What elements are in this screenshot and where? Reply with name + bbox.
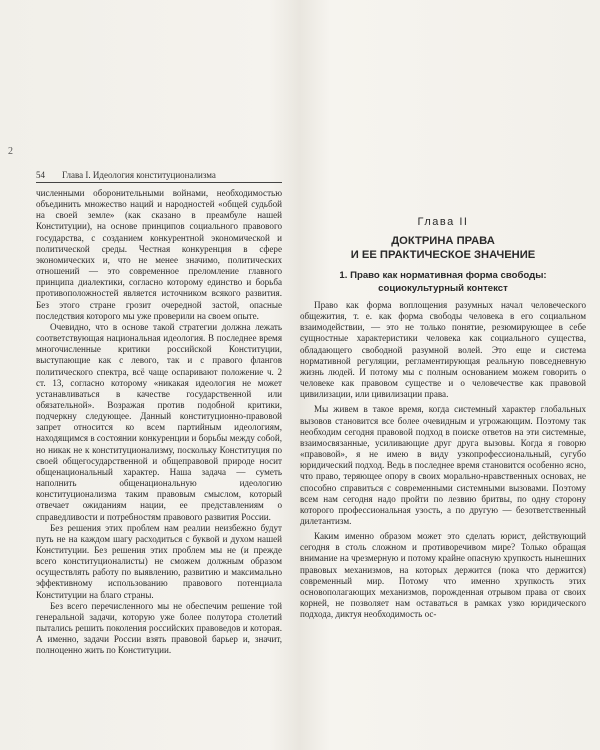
running-header [36,170,282,183]
running-head-title: Глава I. Идеология конституционализма [62,170,216,180]
left-body-text [36,188,282,657]
paragraph: Без всего перечисленного мы не обеспечим решение той генеральной задачи, которую уже более полутора столетий пытались решить поколения российских правоведов и которая. А именно, задачи России взять правовой барьер и, значит, полноценно жить по Конституции. [36,600,282,656]
margin-mark: 2 [8,146,13,157]
paragraph: численными оборонительными войнами, необходимостью объединить множество наций и народностей «общей судьбой на своей земле» (как сказано в преамбуле нашей Конституции), на основе принципов социального правового государства, с созданием конкурентной экономической и политической среды. Честная конкуренция в сфере экономических и, что не менее значимо, политических отношений — это современное преломление главного принципа диалектики, согласно которому единство и борьба противоположностей является источником всякого развития. Без этого стране грозит очередной застой, опасные последствия которого мы уже проверили на своем опыте. [36,188,282,321]
section-title-line: 1. Право как нормативная форма свободы: [339,270,547,281]
paragraph: Очевидно, что в основе такой стратегии должна лежать соответствующая национальная идеология. В последнее время многочисленные критики российской Конституции, выступающие как с левого, так и с правого флангов политического спектра, всё чаще оспаривают положение ч. 2 ст. 13, согласно которому «никакая идеология не может устанавливаться в качестве государственной или обязательной». Возражая против подобной критики, подчеркну следующее. Данный конституционно-правовой запрет относится ко всем партийным идеологиям, находящимся в состоянии конкуренции и борьбы между собой, но никак не к конституционализму, поскольку Конституция по своей общегосударственной и общеправовой природе носит общенациональный характер. Наша задача — суметь наполнить общенациональную идеологию конституционализма таким правовым смыслом, который отвечает ожиданиям нации, ее представлениям о справедливости и потребностям правового развития России. [36,321,282,522]
paragraph: Каким именно образом может это сделать юрист, действующий сегодня в столь сложном и противоречивом мире? Только обращая внимание на чрезмерную и потому крайне опасную хрупкость нынешних правовых механизмов, на которых держится (пока что держится) современный мир. Потому что именно хрупкость этих основополагающих механизмов, порожденная отрывом права от своих корней, не позволяет нам оставаться в рамках узко юридического подхода, диктуя необходимость ос- [300,531,586,620]
paragraph: Право как форма воплощения разумных начал человеческого общежития, т. е. как форма свободы человека в его социальном взаимодействии, — это не только понятие, резюмирующее в себе сущностные характеристики человека как социального существа, обладающего свободной разумной волей. Это еще и система нормативной регуляции, регламентирующая реальную повседневную жизнь людей. И потому мы с полным основанием можем говорить о человеке как правовом существе и о человечестве как правовой цивилизации, или цивилизации права. [300,300,586,400]
paragraph: Мы живем в такое время, когда системный характер глобальных вызовов становится все более очевидным и угрожающим. Поэтому так необходим сегодня правовой подход в поиске ответов на эти системные, взаимосвязанные, усиливающие друг друга вызовы. Когда я говорю «правовой», я не имею в виду узкопрофессиональный, сугубо юридический подход. Ведь в последнее время становится особенно ясно, что право, теряющее опору в своих морально-нравственных основах, не способно справиться с современными системными вызовами. Поэтому всем нам сегодня надо пройти по лезвию бритвы, по одну сторону которого профессиональная узость, а по другую — безответственный дилетантизм. [300,404,586,526]
chapter-label: Глава II [417,216,469,228]
chapter-title [300,234,586,262]
chapter-title-line: ДОКТРИНА ПРАВА [391,235,495,247]
chapter-title-line: И ЕЕ ПРАКТИЧЕСКОЕ ЗНАЧЕНИЕ [350,249,536,261]
section-title-line: социокультурный контекст [378,282,508,294]
right-body-text [300,300,586,624]
paragraph: Без решения этих проблем нам реалии неизбежно будут путь не на каждом шагу расходиться с буквой и духом нашей Конституции. Без решения этих проблем мы не (и прежде всего конституционалисты) не сможем должным образом осуществлять работу по выявлению, развитию и максимально эффективному использованию правового потенциала Конституции на благо страны. [36,522,282,600]
section-title [300,270,586,295]
page-number: 54 [36,170,45,180]
